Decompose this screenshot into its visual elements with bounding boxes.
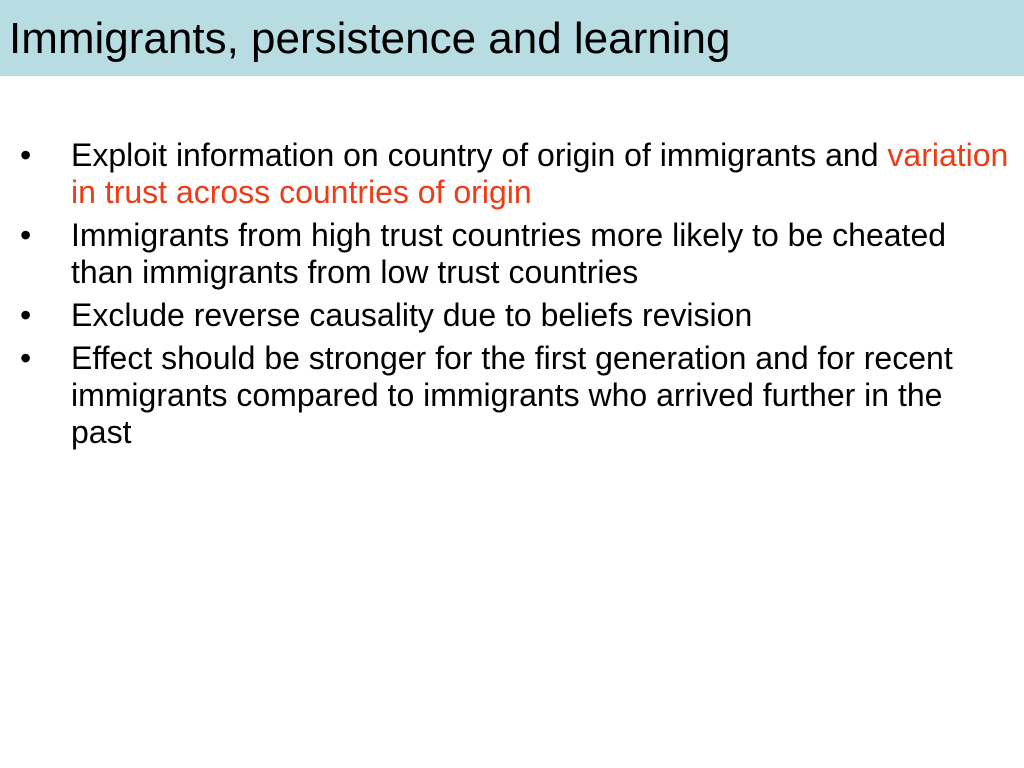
bullet-marker: •	[20, 217, 32, 253]
bullet-marker: •	[20, 137, 32, 173]
bullet-text: Exclude reverse causality due to beliefs revision	[71, 297, 753, 333]
bullet-item	[20, 137, 1010, 211]
bullet-text: Effect should be stronger for the first generation and for recent immigrants compared to immigrants who arrived further in the past	[71, 340, 953, 450]
bullet-item	[20, 340, 1010, 451]
highlighted-text: variation in trust across countries of origin	[71, 137, 1009, 210]
bullet-item	[20, 217, 1010, 291]
bullet-text: Immigrants from high trust countries more likely to be cheated than immigrants from low trust countries	[71, 217, 947, 290]
slide-title: Immigrants, persistence and learning	[9, 14, 731, 63]
bullet-list	[20, 137, 1010, 457]
title-bar	[0, 0, 1024, 76]
bullet-item	[20, 297, 1010, 334]
bullet-marker: •	[20, 297, 32, 333]
bullet-text: Exploit information on country of origin of immigrants and	[71, 137, 888, 173]
bullet-marker: •	[20, 340, 32, 376]
